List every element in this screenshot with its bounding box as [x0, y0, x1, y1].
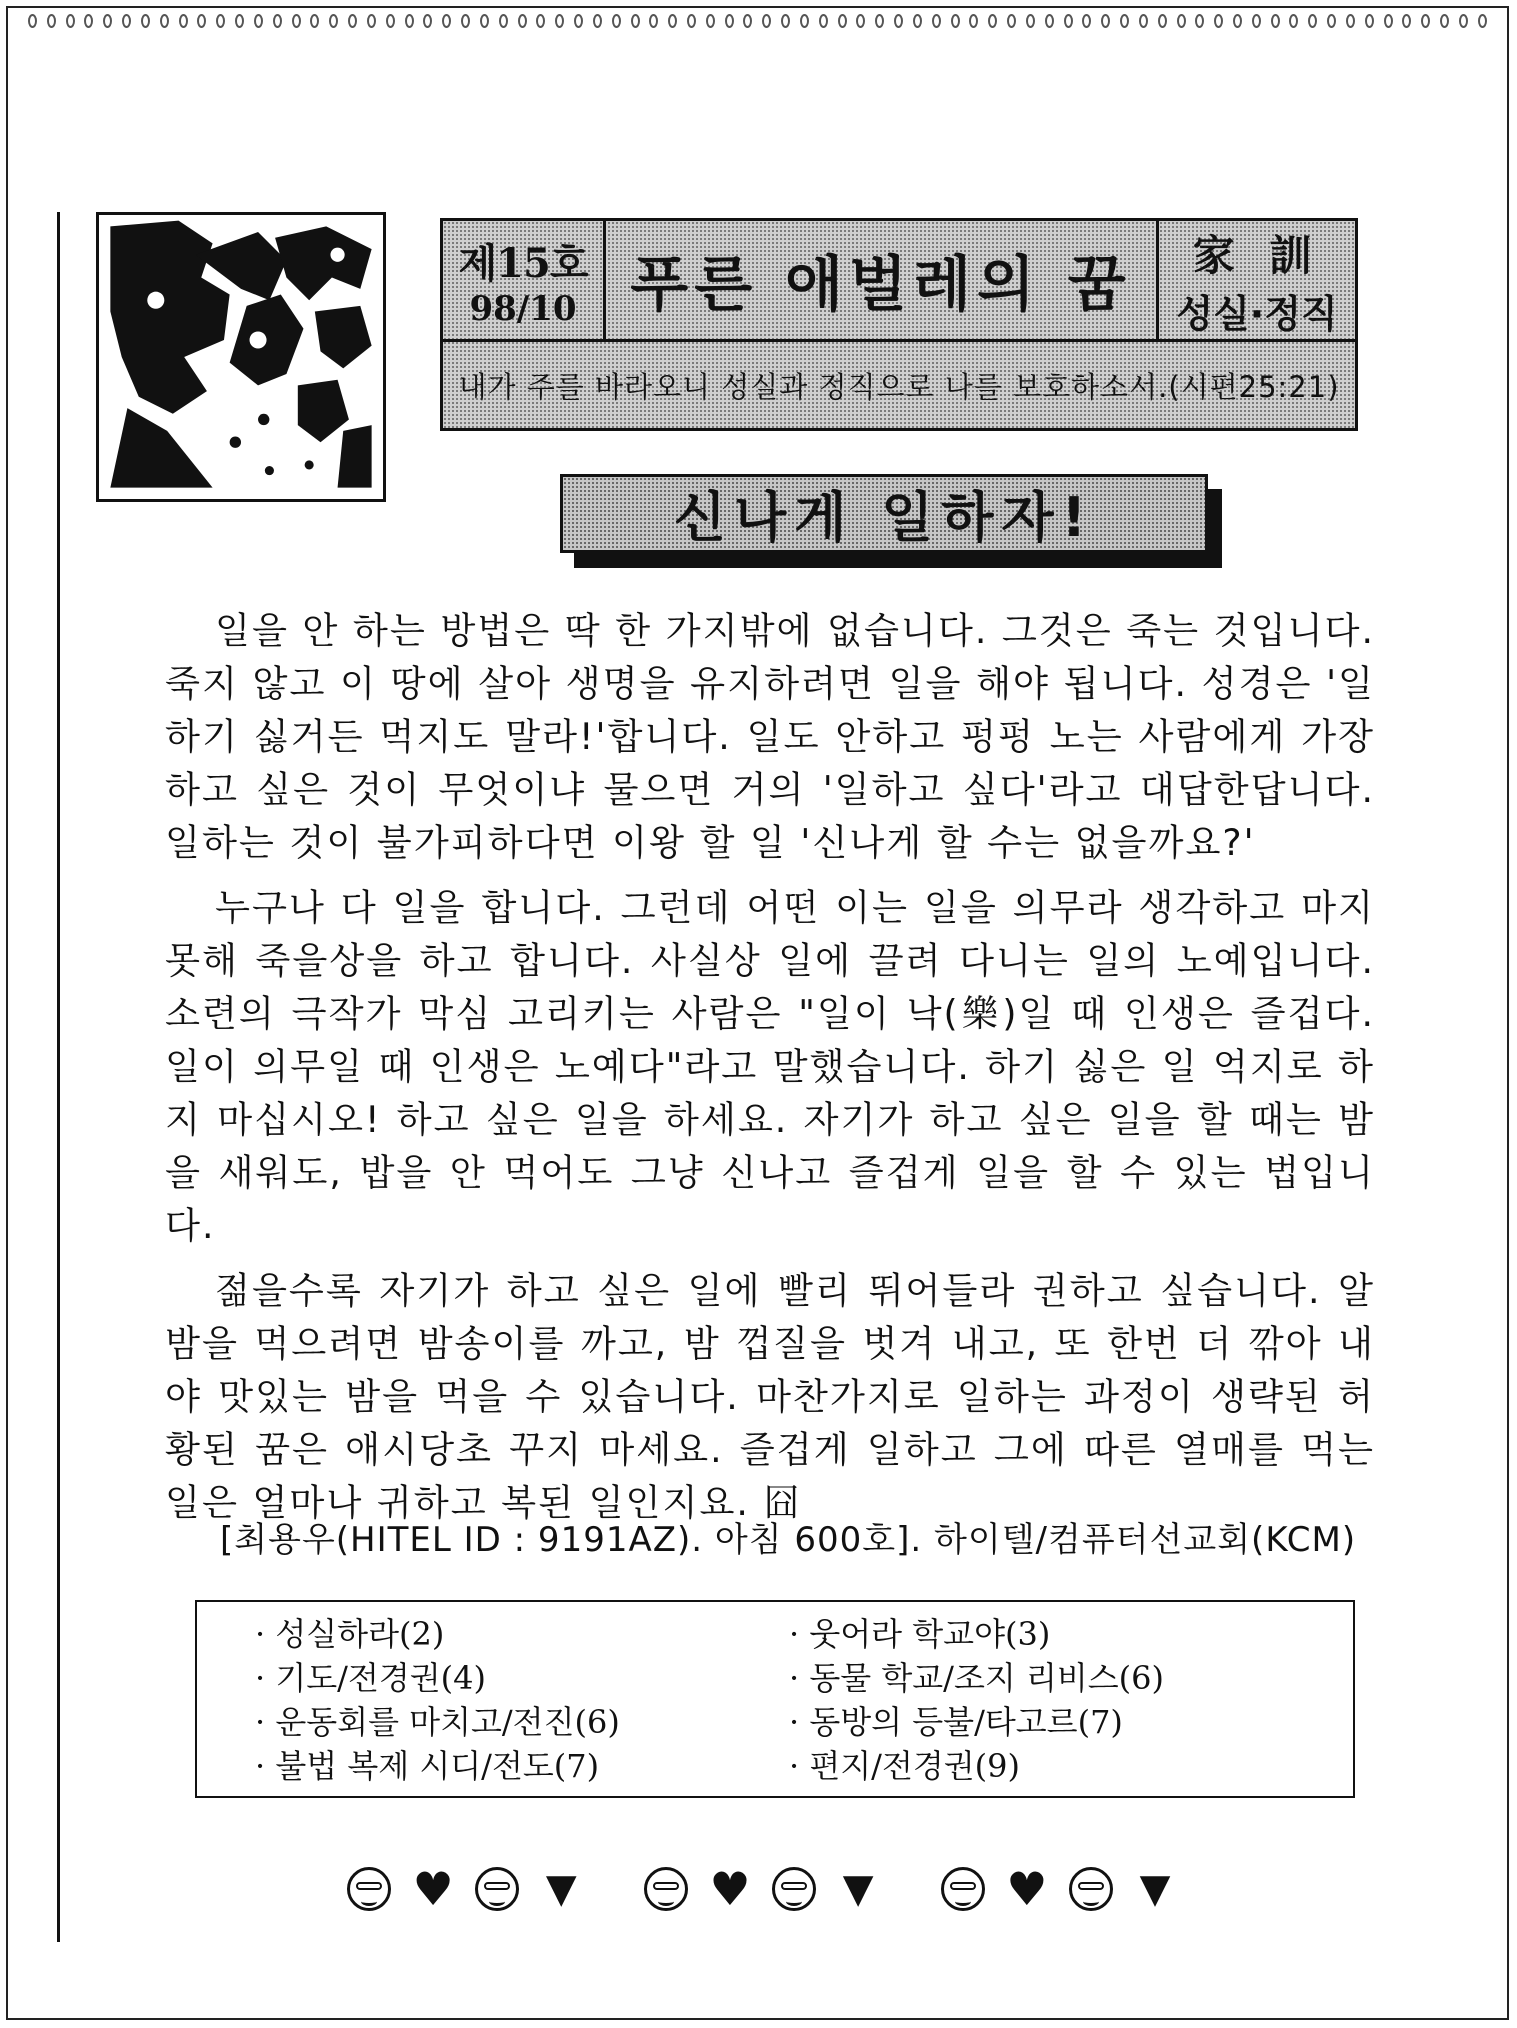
article-source: [최용우(HITEL ID : 9191AZ). 아침 600호]. 하이텔/컴퓨터선교회(KCM) [220, 1520, 1357, 1560]
contents-item: · 기도/전경권(4) [255, 1656, 789, 1700]
motto-label: 家 訓 [1192, 230, 1322, 280]
family-motto [1159, 221, 1355, 339]
issue-number: 제15호 [458, 239, 588, 287]
spiral-binding [28, 14, 1487, 38]
footer-decoration [345, 1862, 1195, 1916]
heart-icon: ♥ [1006, 1862, 1048, 1916]
issue-date: 98/10 [469, 288, 577, 329]
contents-item: · 운동회를 마치고/전진(6) [255, 1700, 789, 1744]
face-icon [642, 1863, 690, 1915]
face-icon [1067, 1863, 1115, 1915]
paragraph: 젊을수록 자기가 하고 싶은 일에 빨리 뛰어들라 권하고 싶습니다. 알밤을 먹으려면 밤송이를 까고, 밤 껍질을 벗겨 내고, 또 한번 더 깎아 내야 맛있는 밤을 먹을 수 있습니다. 마찬가지로 일하는 과정이 생략된 허황된 꿈은 애시당초 꾸지 마세요. 즐겁게 일하고 그에 따른 열매를 먹는 일은 얼마나 귀하고 복된 일인지요. 囧 [165, 1269, 1375, 1524]
caterpillar-logo-image [96, 212, 386, 502]
diamond-icon: ▼ [545, 1866, 577, 1912]
issue-info [443, 221, 606, 339]
article-body [165, 604, 1375, 1541]
diamond-icon: ▼ [1139, 1866, 1171, 1912]
paragraph: 누구나 다 일을 합니다. 그런데 어떤 이는 일을 의무라 생각하고 마지못해 죽을상을 하고 합니다. 사실상 일에 끌려 다니는 일의 노예입니다. 소련의 극작가 막심 고리키는 사람은 "일이 낙(樂)일 때 인생은 즐겁다. 일이 의무일 때 인생은 노예다"라고 말했습니다. 하기 싫은 일 억지로 하지 마십시오! 하고 싶은 일을 하세요. 자기가 하고 싶은 일을 할 때는 밤을 새워도, 밥을 안 먹어도 그냥 신나고 즐겁게 일을 할 수 있는 법입니다. [165, 886, 1375, 1247]
face-icon [939, 1863, 987, 1915]
face-icon [345, 1863, 393, 1915]
face-icon [770, 1863, 818, 1915]
article-headline: 신나게 일하자! [560, 474, 1208, 553]
heart-icon: ♥ [412, 1862, 454, 1916]
contents-item: · 동물 학교/조지 리비스(6) [789, 1656, 1333, 1700]
margin-rule [57, 212, 60, 1942]
masthead [440, 218, 1358, 431]
motto-text: 성실·정직 [1176, 291, 1338, 336]
contents-box [195, 1600, 1355, 1798]
bible-verse: 내가 주를 바라오니 성실과 정직으로 나를 보호하소서.(시편25:21) [458, 369, 1340, 404]
diamond-icon: ▼ [842, 1866, 874, 1912]
newsletter-title: 푸른 애벌레의 꿈 [606, 221, 1159, 339]
contents-item: · 편지/전경권(9) [789, 1744, 1333, 1788]
face-icon [473, 1863, 521, 1915]
contents-item: · 동방의 등불/타고르(7) [789, 1700, 1333, 1744]
contents-item: · 성실하라(2) [255, 1612, 789, 1656]
contents-item: · 웃어라 학교야(3) [789, 1612, 1333, 1656]
contents-item: · 불법 복제 시디/전도(7) [255, 1744, 789, 1788]
heart-icon: ♥ [709, 1862, 751, 1916]
paragraph: 일을 안 하는 방법은 딱 한 가지밖에 없습니다. 그것은 죽는 것입니다. 죽지 않고 이 땅에 살아 생명을 유지하려면 일을 해야 됩니다. 성경은 '일하기 싫거든 먹지도 말라!'합니다. 일도 안하고 펑펑 노는 사람에게 가장 하고 싶은 것이 무엇이냐 물으면 거의 '일하고 싶다'라고 대답한답니다. 일하는 것이 불가피하다면 이왕 할 일 '신나게 할 수는 없을까요?' [165, 609, 1376, 864]
